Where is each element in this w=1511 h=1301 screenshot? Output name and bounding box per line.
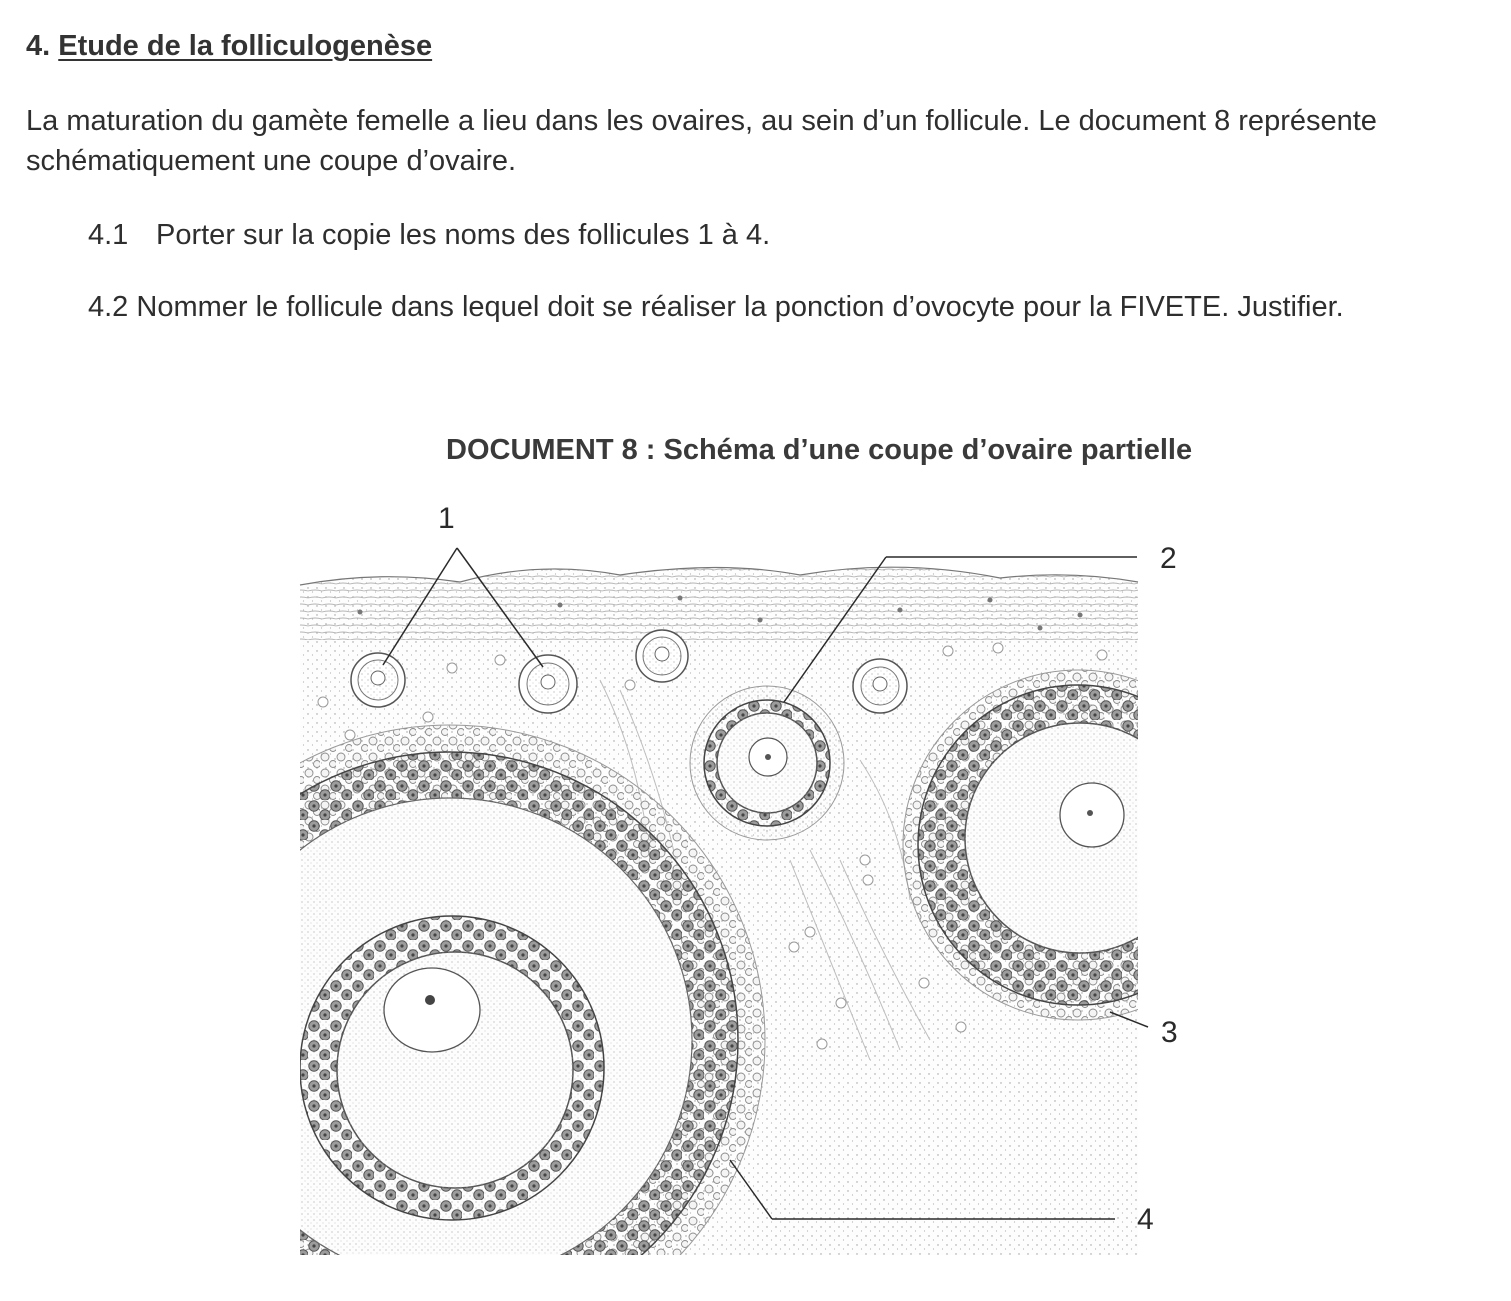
label-2: 2 (1160, 542, 1177, 575)
question-number: 4.1 (88, 219, 129, 251)
follicle-2-primary (690, 686, 844, 840)
label-3: 3 (1161, 1016, 1178, 1049)
ovary-tissue (135, 560, 1253, 1301)
question-text: Nommer le follicule dans lequel doit se réaliser la ponction d’ovocyte pour la FIVETE. Justifier. (136, 291, 1344, 323)
section-title: Etude de la folliculogenèse (58, 30, 433, 62)
question-text: Porter sur la copie les noms des follicules 1 à 4. (156, 219, 771, 251)
document-title: DOCUMENT 8 : Schéma d’une coupe d’ovaire partielle (446, 434, 1193, 466)
section-number: 4. (26, 30, 51, 62)
follicle-3-cavitary (903, 670, 1253, 1020)
question-number: 4.2 (88, 291, 129, 323)
intro-paragraph: La maturation du gamète femelle a lieu dans les ovaires, au sein d’un follicule. Le document 8 représente schématiquement une coupe d’ovaire. (26, 105, 1377, 177)
label-1: 1 (438, 502, 455, 535)
label-4: 4 (1137, 1203, 1154, 1236)
